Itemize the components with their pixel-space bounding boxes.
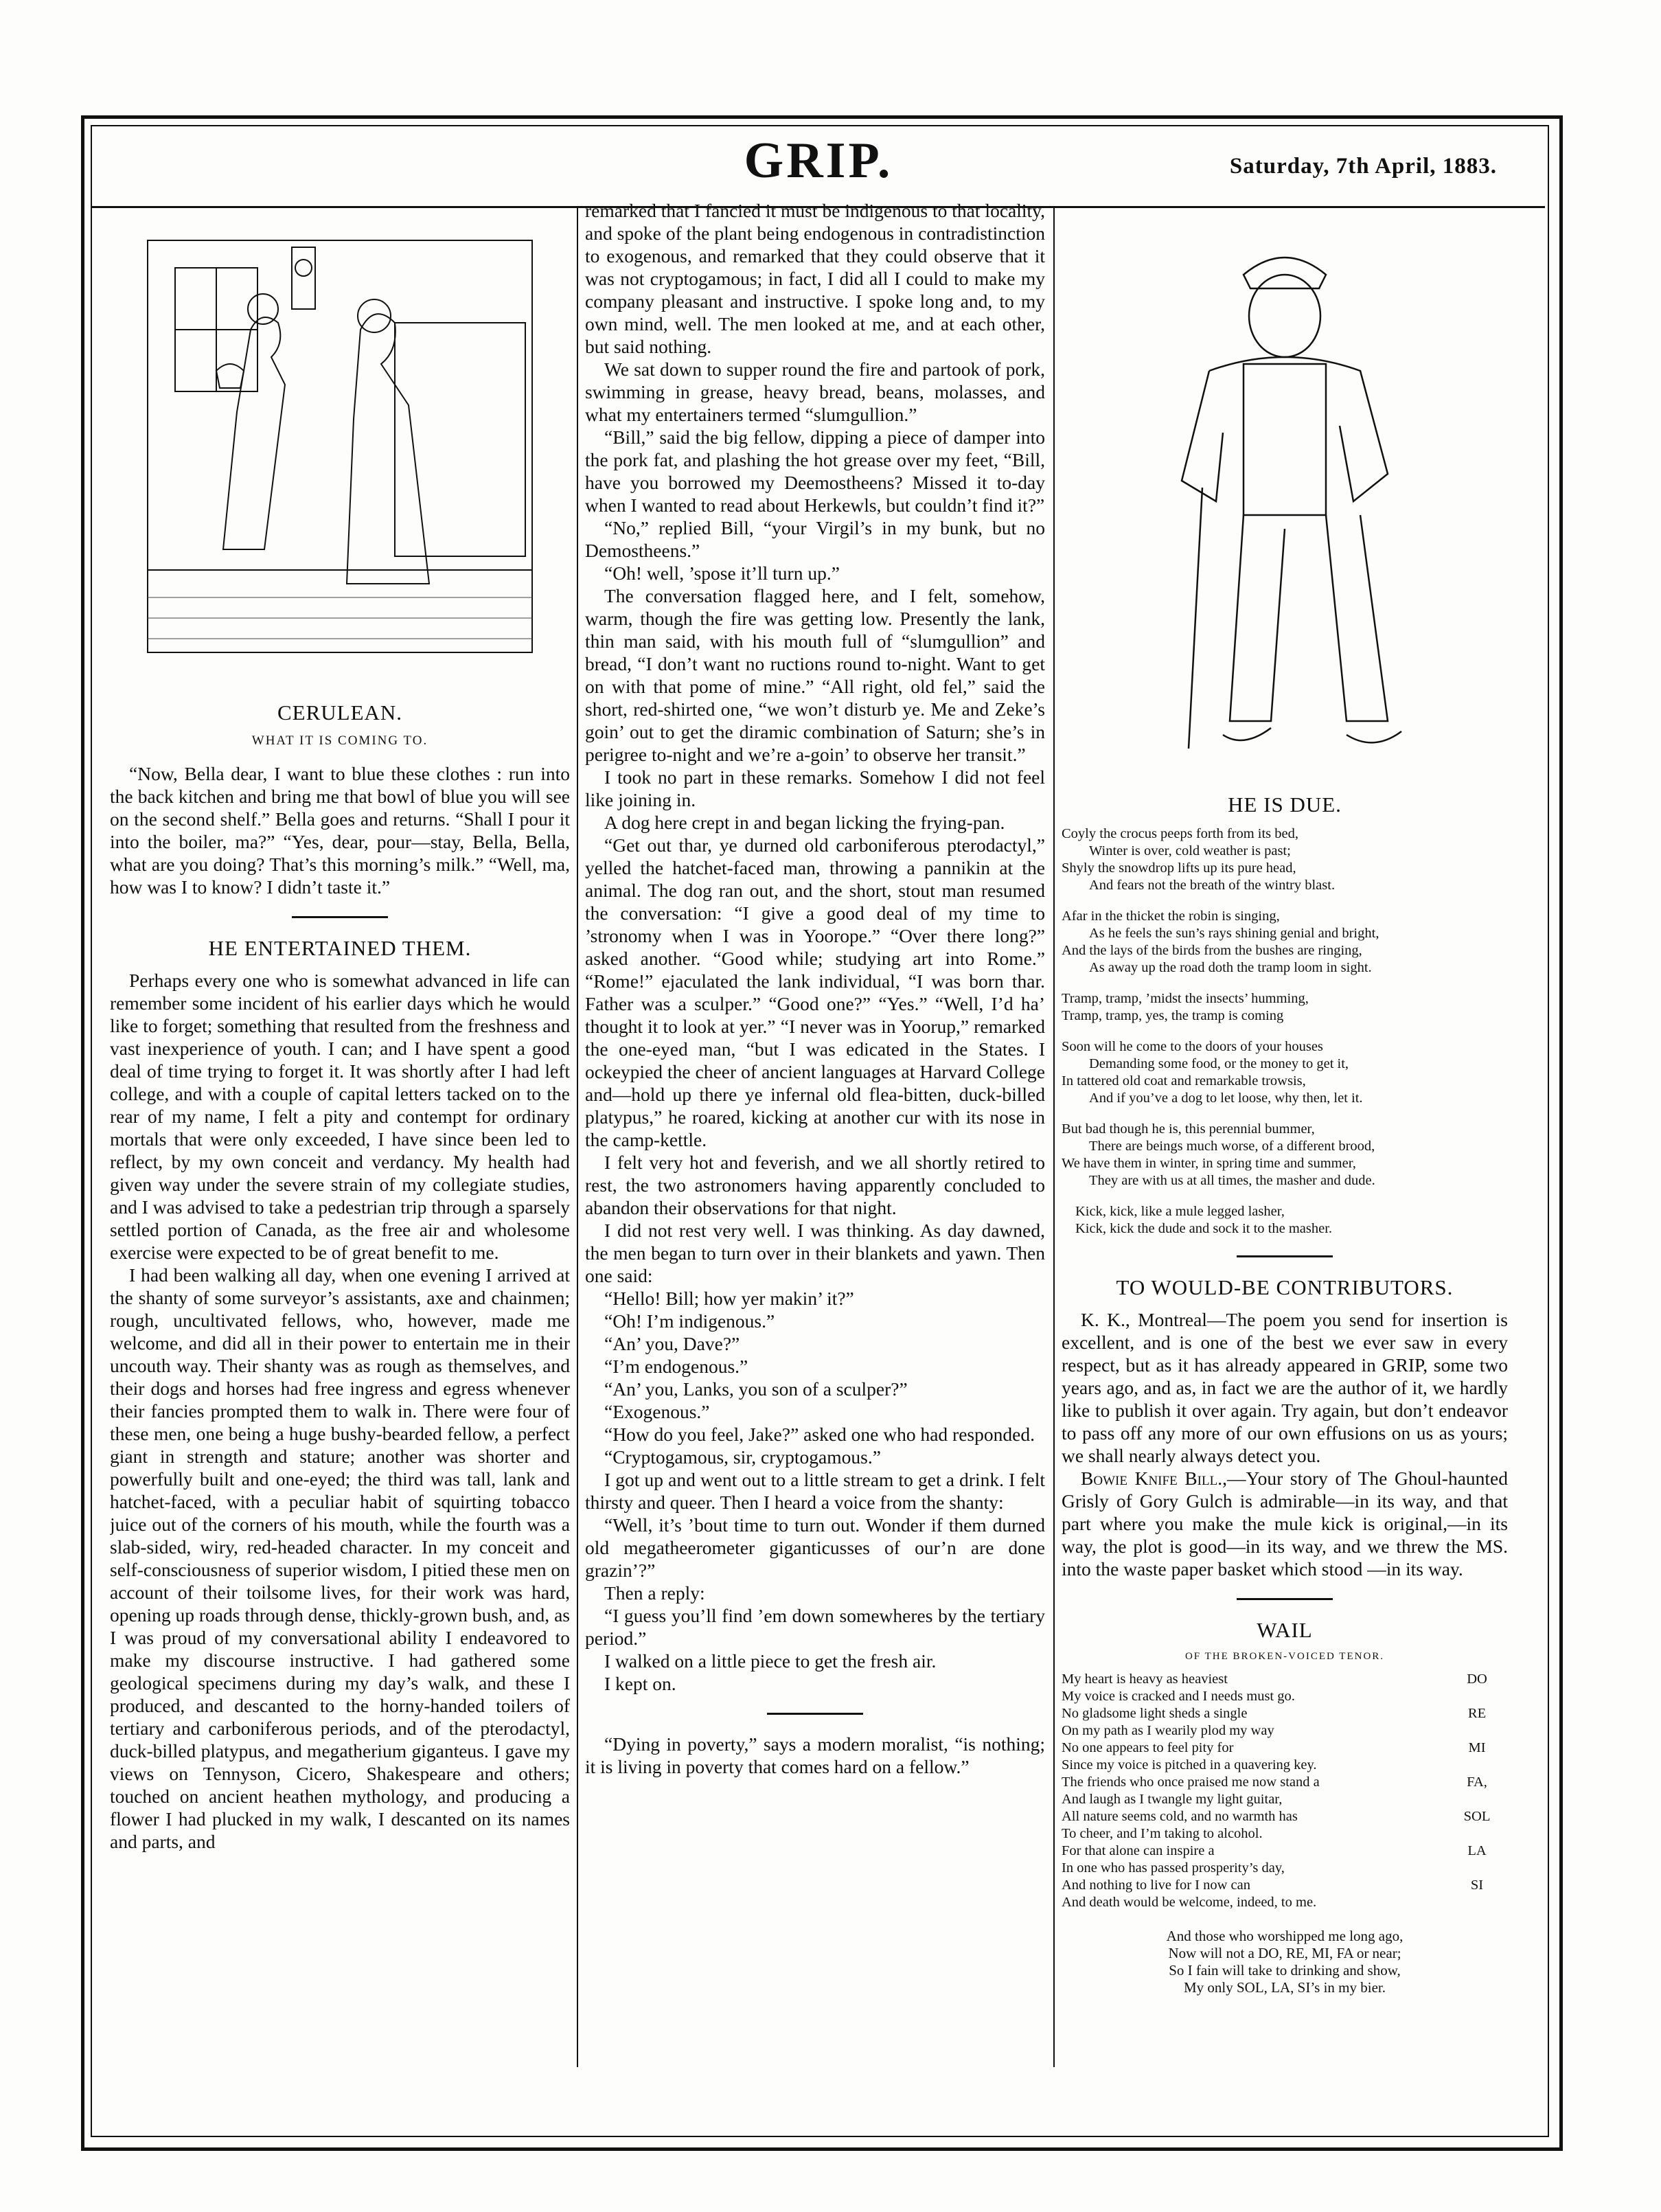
- wail-line: [1062, 1705, 1508, 1722]
- story-paragraph: “Oh! well, ’spose it’ll turn up.”: [604, 562, 840, 584]
- column-rule: [577, 206, 578, 2067]
- wail-line-text: My voice is cracked and I needs must go.: [1062, 1689, 1295, 1704]
- column-rule: [1053, 206, 1055, 2067]
- wail-line-text: All nature seems cold, and no warmth has: [1062, 1809, 1298, 1824]
- wail-closing: [1062, 1928, 1508, 1996]
- wail-line: [1062, 1791, 1508, 1808]
- cerulean-illustration: [134, 227, 546, 673]
- wail-line: [1062, 1877, 1508, 1894]
- entertained-paragraph: I had been walking all day, when one evening I arrived at the shanty of some surveyor’s assistants, axe and chainmen; rough, uncultivated fellows, who, however, made me welcome, and did all in their power to entertain me in their uncouth way. Their shanty was as rough as themselves, and their dogs and horses had free ingress and egress whenever their fancies prompted them to walk in. There were four of these men, one being a huge bushy-bearded fellow, a perfect giant in strength and stature; another was shorter and powerfully built and one-eyed; the third was tall, lank and hatchet-faced, with a peculiar habit of squirting tobacco juice out of the corners of his mouth, while the fourth was a slab-sided, wiry, red-headed character. In my conceit and self-consciousness of superior wisdom, I pitied these men on account of their toilsome lives, for their work was hard, opening up roads through dense, thickly-grown bush, and, as I was proud of my conversational ability I endeavored to make my discourse instructive. I had gathered some geological specimens during my day’s walk, and these I produced, and descanted to the horny-handed toilers of tertiary and carboniferous periods, and of the pterodactyl, duck-billed platypus, and megatherium giganteus. I gave my views on Tennyson, Cicero, Shakespeare and others; touched on ancient heathen mythology, and producing a flower I had plucked in my walk, I descanted on its names and parts, and: [110, 1264, 570, 1852]
- wail-note: [1446, 1722, 1508, 1740]
- column-1: [110, 213, 570, 2130]
- wail-line-text: In one who has passed prosperity’s day,: [1062, 1860, 1285, 1875]
- wail-line-text: And nothing to live for I now can: [1062, 1878, 1250, 1893]
- story-paragraph: “Bill,” said the big fellow, dipping a piece of damper into the pork fat, and plashing the hot grease over my feet, “Bill, have you borrowed my Deemostheens? Missed it to-day when I wanted to read about Herkewls, but couldn’t find it?”: [585, 426, 1045, 516]
- story-paragraph: remarked that I fancied it must be indigenous to that locality, and spoke of the plant being endogenous in contradistinction to exogenous, and remarked that they could observe that it was not cryptogamous; in fact, I did all I could to make my company pleasant and instructive. I spoke long and, to my own mind, well. The men looked at me, and at each other, but said nothing.: [585, 200, 1045, 357]
- wail-note: [1446, 1894, 1508, 1911]
- poem-line: And fears not the breath of the wintry blast.: [1089, 878, 1336, 893]
- wail-line-text: For that alone can inspire a: [1062, 1843, 1215, 1858]
- poem-line: Shyly the snowdrop lifts up its pure head,: [1062, 860, 1296, 876]
- poem-line: In tattered old coat and remarkable trowsis,: [1062, 1073, 1306, 1088]
- contributor-reply: , Montreal—The poem you send for insertion is excellent, and is one of the best we ever saw in every respect, but as it has already appeared in GRIP, some two years ago, and as, in fact we are the author of it, we hardly like to publish it over again. Try again, but don’t endeavor to pass off any more of our own effusions on us as yours; we shall nearly always detect you.: [1062, 1309, 1508, 1466]
- column-3: [1062, 213, 1508, 2130]
- wail-line: [1062, 1825, 1508, 1843]
- poem-line: But bad though he is, this perennial bummer,: [1062, 1121, 1315, 1137]
- contributor-note: [1062, 1308, 1508, 1467]
- tramp-illustration: [1141, 213, 1429, 776]
- section-rule: [292, 916, 388, 918]
- wail-line-text: My heart is heavy as heaviest: [1062, 1672, 1228, 1687]
- wail-line: [1062, 1757, 1508, 1774]
- moral-text: “Dying in poverty,” says a modern moralist, “is nothing; it is living in poverty that comes hard on a fellow.”: [585, 1733, 1045, 1777]
- cerulean-title: CERULEAN.: [277, 700, 403, 725]
- poem-line: Kick, kick the dude and sock it to the masher.: [1075, 1221, 1333, 1236]
- section-rule: [1237, 1255, 1333, 1257]
- wail-subtitle: OF THE BROKEN-VOICED TENOR.: [1184, 1651, 1385, 1662]
- story-paragraph: “Exogenous.”: [604, 1401, 710, 1422]
- story-paragraph: “Well, it’s ’bout time to turn out. Wonder if them durned old megatheerometer giganticusses of our’n are done grazin’?”: [585, 1514, 1045, 1581]
- poem-line: My only SOL, LA, SI’s in my bier.: [1183, 1979, 1386, 1996]
- poem-line: They are with us at all times, the masher and dude.: [1089, 1173, 1375, 1188]
- wail-line: [1062, 1671, 1508, 1688]
- story-paragraph: “No,” replied Bill, “your Virgil’s in my bunk, but no Demostheens.”: [585, 517, 1045, 561]
- page-title: GRIP.: [744, 133, 893, 189]
- wail-note: DO: [1467, 1672, 1487, 1687]
- contributor-note: [1062, 1467, 1508, 1580]
- wail-note: MI: [1468, 1740, 1486, 1755]
- poem-line: As away up the road doth the tramp loom in sight.: [1089, 960, 1372, 975]
- wail-note: [1446, 1825, 1508, 1843]
- story-paragraph: “Get out thar, ye durned old carboniferous pterodactyl,” yelled the hatchet-faced man, throwing a pannikin at the animal. The dog ran out, and the short, stout man resumed the conversation: “I give a good deal of my time to ’stronomy when I was in Yoorope.” “Over there long?” asked another. “Good while; studying art into Rome.” “Rome!” ejaculated the lank individual, “I was born thar. Father was a sculper.” “Good one?” “Yes.” “Well, I’d ha’ thought it to look at yer.” “I never was in Yoorup,” remarked the one-eyed man, “but I was edicated in the States. I ockeypied the cheer of ancient languages at Harvard College and—hold up there ye infernal old flea-bitten, duck-billed platypus,” he roared, kicking at another cur with its nose in the camp-kettle.: [585, 834, 1045, 1150]
- wail-line-text: On my path as I wearily plod my way: [1062, 1723, 1274, 1738]
- story-paragraph: I kept on.: [604, 1673, 676, 1694]
- poem-line: Kick, kick, like a mule legged lasher,: [1075, 1204, 1285, 1219]
- poem-line: Tramp, tramp, ’midst the insects’ humming,: [1062, 991, 1309, 1006]
- poem-line: Soon will he come to the doors of your houses: [1062, 1039, 1323, 1054]
- wail-line: [1062, 1688, 1508, 1705]
- wail-line: [1062, 1722, 1508, 1740]
- wail-line: [1062, 1808, 1508, 1825]
- story-paragraph: A dog here crept in and began licking the frying-pan.: [604, 812, 1005, 833]
- poem-line: And if you’ve a dog to let loose, why then, let it.: [1089, 1091, 1363, 1106]
- wail-title: WAIL: [1257, 1618, 1313, 1642]
- poem-line: So I fain will take to drinking and show,: [1169, 1962, 1401, 1979]
- contributor-name: Bowie Knife Bill.: [1081, 1468, 1223, 1489]
- wail-line-text: To cheer, and I’m taking to alcohol.: [1062, 1826, 1263, 1841]
- poem-line: Coyly the crocus peeps forth from its bed,: [1062, 826, 1299, 841]
- masthead: [92, 126, 1545, 208]
- wail-line: [1062, 1860, 1508, 1877]
- contributor-reply: ,—Your story of The Ghoul-haunted Grisly of Gory Gulch is admirable—in its way, and that part where you make the mule kick is original,—in its way, the plot is good—in its way, and we threw the MS. into the waste paper basket which stood —in its way.: [1062, 1468, 1508, 1580]
- poem-line: And those who worshipped me long ago,: [1166, 1928, 1404, 1944]
- poem-line: Now will not a DO, RE, MI, FA or near;: [1168, 1945, 1401, 1961]
- wail-line: [1062, 1843, 1508, 1860]
- story-paragraph: I took no part in these remarks. Somehow I did not feel like joining in.: [585, 766, 1045, 810]
- wail-note: RE: [1467, 1706, 1487, 1721]
- contributor-name: K. K.: [1081, 1309, 1125, 1330]
- cerulean-subtitle: WHAT IT IS COMING TO.: [251, 733, 428, 748]
- story-paragraph: “Hello! Bill; how yer makin’ it?”: [604, 1288, 854, 1309]
- wail-note: FA,: [1467, 1775, 1487, 1790]
- wail-line-text: And laugh as I twangle my light guitar,: [1062, 1792, 1283, 1807]
- wail-line: [1062, 1740, 1508, 1757]
- wail-note: SOL: [1463, 1809, 1491, 1824]
- story-paragraph: The conversation flagged here, and I felt, somehow, warm, though the fire was getting low. Presently the lank, thin man said, with his mouth full of “slumgullion” and bread, “I don’t want no ructions round to-night. Want to get on with that pome of mine.” “All right, old fel,” said the short, red-shirted one, “we won’t disturb ye. Me and Zeke’s goin’ out to get the diramic combination of Saturn; she’s in perigree to-night and we’re a-goin’ to observe her transit.”: [585, 585, 1045, 765]
- wail-note: LA: [1467, 1843, 1487, 1858]
- story-paragraph: “An’ you, Lanks, you son of a sculper?”: [604, 1378, 908, 1400]
- wail-line-text: No gladsome light sheds a single: [1062, 1706, 1248, 1721]
- issue-date: Saturday, 7th April, 1883.: [1229, 154, 1497, 179]
- poem-line: As he feels the sun’s rays shining genial and bright,: [1089, 926, 1379, 941]
- wail-line-text: No one appears to feel pity for: [1062, 1740, 1234, 1755]
- wail-note: [1446, 1688, 1508, 1705]
- wail-note: [1446, 1791, 1508, 1808]
- story-paragraph: I walked on a little piece to get the fresh air.: [604, 1650, 937, 1672]
- poem-line: We have them in winter, in spring time and summer,: [1062, 1156, 1356, 1171]
- entertained-title: HE ENTERTAINED THEM.: [208, 936, 472, 960]
- section-rule: [767, 1713, 863, 1715]
- wail-line-text: The friends who once praised me now stand a: [1062, 1775, 1320, 1790]
- poem-line: Afar in the thicket the robin is singing,: [1062, 909, 1280, 924]
- contributors-title: TO WOULD-BE CONTRIBUTORS.: [1116, 1275, 1454, 1299]
- wail-line-text: And death would be welcome, indeed, to me.: [1062, 1895, 1317, 1910]
- wail-note: [1446, 1860, 1508, 1877]
- entertained-paragraph: Perhaps every one who is somewhat advanced in life can remember some incident of his earlier days which he would like to forget; something that resulted from the freshness and vast inexperience of youth. I can; and I have spent a good deal of time trying to forget it. It was shortly after I had left college, and with a couple of capital letters tacked on to the rear of my name, I felt a pity and contempt for ordinary mortals that were only exceeded, I have since been led to reflect, by my own conceit and verdancy. My health had given way under the severe strain of my collegiate studies, and I was advised to take a pedestrian trip through a sparsely settled portion of Canada, as the free air and wholesome exercise were expected to be of great benefit to me.: [110, 970, 570, 1263]
- wail-line: [1062, 1774, 1508, 1791]
- poem-line: And the lays of the birds from the bushes are ringing,: [1062, 943, 1362, 958]
- column-2: [585, 199, 1045, 2130]
- due-title: HE IS DUE.: [1228, 793, 1342, 817]
- story-paragraph: We sat down to supper round the fire and partook of pork, swimming in grease, heavy bread, beans, molasses, and what my entertainers termed “slumgullion.”: [585, 358, 1045, 425]
- wail-line: [1062, 1894, 1508, 1911]
- story-paragraph: I did not rest very well. I was thinking. As day dawned, the men began to turn over in their blankets and yawn. Then one said:: [585, 1220, 1045, 1286]
- story-paragraph: “Oh! I’m indigenous.”: [604, 1310, 775, 1332]
- poem-line: Winter is over, cold weather is past;: [1089, 843, 1291, 858]
- wail-note: SI: [1470, 1878, 1484, 1893]
- wail-note: [1446, 1757, 1508, 1774]
- story-paragraph: “I’m endogenous.”: [604, 1356, 748, 1377]
- story-paragraph: “How do you feel, Jake?” asked one who had responded.: [604, 1424, 1035, 1445]
- story-paragraph: I felt very hot and feverish, and we all shortly retired to rest, the two astronomers having apparently concluded to abandon their observations for that night.: [585, 1152, 1045, 1218]
- cerulean-text: “Now, Bella dear, I want to blue these clothes : run into the back kitchen and bring me that bowl of blue you will see on the second shelf.” Bella goes and returns. “Shall I pour it into the boiler, ma?” “Yes, dear, pour—stay, Bella, Bella, what are you doing? That’s this morning’s milk.” “Well, ma, how was I to know? I didn’t taste it.”: [110, 763, 570, 898]
- wail-poem: [1062, 1671, 1508, 1911]
- story-paragraph: Then a reply:: [604, 1582, 705, 1604]
- poem-line: Tramp, tramp, yes, the tramp is coming: [1062, 1008, 1284, 1023]
- story-paragraph: I got up and went out to a little stream to get a drink. I felt thirsty and queer. Then I heard a voice from the shanty:: [585, 1469, 1045, 1513]
- poem-line: There are beings much worse, of a different brood,: [1089, 1139, 1375, 1154]
- story-paragraph: “An’ you, Dave?”: [604, 1333, 740, 1354]
- story-paragraph: “I guess you’ll find ’em down somewheres by the tertiary period.”: [585, 1605, 1045, 1649]
- wail-line-text: Since my voice is pitched in a quavering key.: [1062, 1757, 1317, 1772]
- poem-line: Demanding some food, or the money to get it,: [1089, 1056, 1349, 1071]
- due-poem: [1062, 825, 1508, 1238]
- section-rule: [1237, 1598, 1333, 1600]
- story-paragraph: “Cryptogamous, sir, cryptogamous.”: [604, 1446, 881, 1468]
